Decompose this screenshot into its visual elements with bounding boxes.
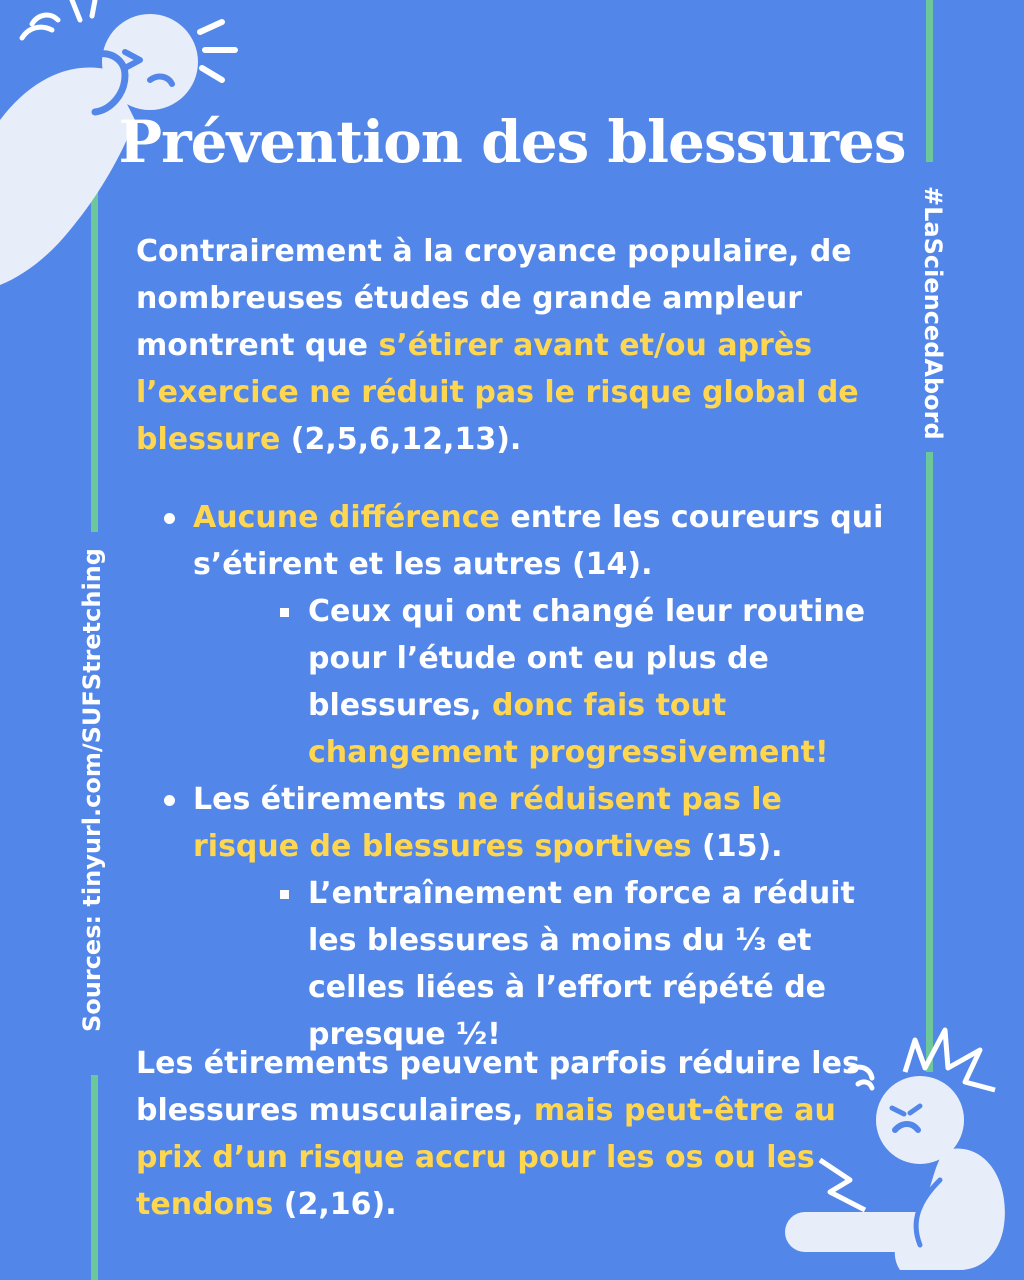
bullet-1-text: entre les coureurs qui s’étirent et les autres (14). [193,500,884,582]
intro-paragraph [136,228,896,463]
sub-bullet-item-routine [193,588,896,776]
bullet-1-highlight: Aucune différence [193,500,500,535]
right-divider-bottom [926,452,933,1072]
bullet-item-sports [136,776,896,1058]
intro-text-1: Contrairement à la croyance populaire, de nombreuses études de grande ampleur montrent que [136,234,852,363]
outro-paragraph [136,1040,876,1228]
sub-bullet-list [193,588,896,776]
page-title: Prévention des blessures [118,108,906,176]
sources-text: Sources: tinyurl.com/SUFStretching [78,548,106,1032]
bullet-item-running [136,494,896,776]
sub-bullet-list [193,870,896,1058]
sub-bullet-1-text: Ceux qui ont changé leur routine pour l’étude ont eu plus de blessures, [308,594,866,723]
bullet-list [136,494,896,1058]
intro-highlight: s’étirer avant et/ou après l’exercice ne réduit pas le risque global de blessure [136,328,859,457]
bullet-2-text-2: (15). [691,829,783,864]
outro-text-2: (2,16). [273,1187,397,1222]
sub-bullet-item-strength [193,870,896,1058]
intro-text-2: (2,5,6,12,13). [280,422,522,457]
sub-bullet-1-highlight: donc fais tout changement progressivement! [308,688,829,770]
bullet-2-text-1: Les étirements [193,782,457,817]
sub-bullet-2-text: L’entraînement en force a réduit les blessures à moins du ⅓ et celles liées à l’effort répété de presque ½! [308,876,855,1052]
left-divider-bottom [91,1075,98,1280]
outro-text-1: Les étirements peuvent parfois réduire les blessures musculaires, [136,1046,860,1128]
outro-highlight: mais peut-être au prix d’un risque accru pour les os ou les tendons [136,1093,836,1222]
bullet-2-highlight: ne réduisent pas le risque de blessures sportives [193,782,782,864]
hashtag-text: #LaSciencedAbord [919,186,947,440]
